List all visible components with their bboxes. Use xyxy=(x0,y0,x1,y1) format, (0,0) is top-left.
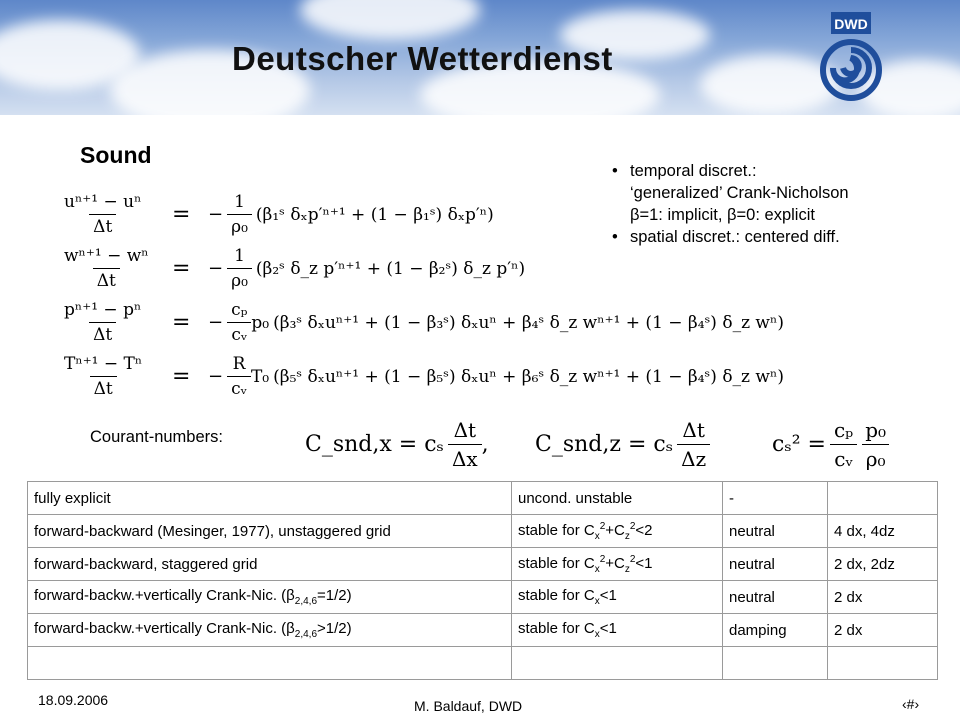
rhs-body: (β₃ˢ δₓuⁿ⁺¹ + (1 − β₃ˢ) δₓuⁿ + β₄ˢ δ_z wⁿ⁺¹ + (1 − β₄ˢ) δ_z wⁿ) xyxy=(273,312,784,333)
cs2-den1: cᵥ xyxy=(830,444,857,471)
slide-title: Sound xyxy=(80,142,152,168)
courant-x-fraction xyxy=(448,418,482,471)
cs2-num1: cₚ xyxy=(833,418,854,442)
equation-u xyxy=(60,192,780,236)
rhs-prefix: T₀ xyxy=(250,366,270,387)
lhs-numerator: uⁿ⁺¹ − uⁿ xyxy=(64,192,142,212)
stability-cell: stable for $C_x<1$ xyxy=(512,581,723,614)
lhs-fraction xyxy=(60,192,145,237)
table-row xyxy=(28,647,938,680)
scheme-cell: forward-backward, staggered grid xyxy=(28,548,512,581)
waves-cell: 4 dx, 4dz xyxy=(828,515,938,548)
coef-num: R xyxy=(232,354,246,374)
scheme-cell xyxy=(28,647,512,680)
rhs-expression: − $\frac{R}{\text{cᵥ}}$ T₀ (β₅ˢ δₓuⁿ⁺¹ + (1 − β₅ˢ) δₓuⁿ + β₆ˢ δ_z wⁿ⁺¹ + (1 − β₄ˢ) δ_z wⁿ) xyxy=(208,354,784,399)
lhs-numerator: pⁿ⁺¹ − pⁿ xyxy=(64,300,142,320)
coefficient-fraction xyxy=(227,246,252,291)
table-row xyxy=(28,548,938,581)
rhs-body: (β₅ˢ δₓuⁿ⁺¹ + (1 − β₅ˢ) δₓuⁿ + β₆ˢ δ_z wⁿ⁺¹ + (1 − β₄ˢ) δ_z wⁿ) xyxy=(273,366,784,387)
courant-z-den: Δz xyxy=(677,444,710,471)
behaviour-cell: neutral xyxy=(723,581,828,614)
scheme-table xyxy=(27,481,938,680)
courant-x-formula xyxy=(305,418,489,471)
lhs-denominator: Δt xyxy=(90,376,117,399)
rhs-body: (β₁ˢ δₓp′ⁿ⁺¹ + (1 − β₁ˢ) δₓp′ⁿ) xyxy=(255,204,494,225)
equation-t xyxy=(60,354,784,399)
behaviour-cell: damping xyxy=(723,614,828,647)
lhs-fraction xyxy=(60,246,153,291)
courant-x-suffix: , xyxy=(481,432,489,457)
lhs-denominator: Δt xyxy=(89,322,116,345)
lhs-fraction xyxy=(60,354,146,399)
table-row xyxy=(28,614,938,647)
rhs-body: (β₂ˢ δ_z p′ⁿ⁺¹ + (1 − β₂ˢ) δ_z p′ⁿ) xyxy=(255,258,526,279)
stability-cell: stable for $C_x<1$ xyxy=(512,614,723,647)
table-row xyxy=(28,482,938,515)
behaviour-cell xyxy=(723,647,828,680)
bullet-line: • spatial discret.: centered diff. xyxy=(630,228,840,246)
footer-page-number: ‹#› xyxy=(902,696,920,712)
coef-num: cₚ xyxy=(231,300,248,320)
equals-sign: = xyxy=(172,364,191,389)
stability-cell: uncond. unstable xyxy=(512,482,723,515)
header-banner xyxy=(0,0,960,115)
cs2-num2: p₀ xyxy=(865,418,887,442)
equation-w xyxy=(60,246,780,290)
lhs-numerator: wⁿ⁺¹ − wⁿ xyxy=(64,246,149,266)
coef-num: 1 xyxy=(234,246,245,266)
footer-author: M. Baldauf, DWD xyxy=(414,698,523,714)
coefficient-fraction xyxy=(227,300,251,345)
waves-cell: 2 dx xyxy=(828,581,938,614)
lhs-denominator: Δt xyxy=(93,268,120,291)
waves-cell: 2 dx, 2dz xyxy=(828,548,938,581)
behaviour-cell: neutral xyxy=(723,548,828,581)
cs2-fraction-2 xyxy=(861,418,890,471)
waves-cell: 2 dx xyxy=(828,614,938,647)
bullet-line: • temporal discret.: xyxy=(630,162,757,180)
table-row xyxy=(28,515,938,548)
rhs-expression: − $\frac{1}{\text{ρ₀}}$ (β₁ˢ δₓp′ⁿ⁺¹ + (1 − β₁ˢ) δₓp′ⁿ) xyxy=(208,192,494,237)
bullet-line: ‘generalized’ Crank-Nicholson xyxy=(630,184,849,202)
svg-text:DWD: DWD xyxy=(834,16,868,32)
scheme-cell: forward-backw.+vertically Crank-Nic. $(\beta_{2,4,6}=1/2)$ xyxy=(28,581,512,614)
cs2-fraction-1 xyxy=(830,418,857,471)
coef-den: ρ₀ xyxy=(227,268,252,291)
stability-cell xyxy=(512,647,723,680)
courant-x-num: Δt xyxy=(453,418,477,442)
stability-cell: stable for $C_x^2+C_z^2<2$ xyxy=(512,515,723,548)
cs2-lhs: cₛ² = xyxy=(772,432,826,457)
coefficient-fraction xyxy=(227,354,251,399)
courant-x-lhs: C_snd,x = cₛ xyxy=(305,432,444,457)
table-row xyxy=(28,581,938,614)
courant-label: Courant-numbers: xyxy=(90,428,223,446)
rhs-expression: − $\frac{\text{cₚ}}{\text{cᵥ}}$ p₀ (β₃ˢ δₓuⁿ⁺¹ + (1 − β₃ˢ) δₓuⁿ + β₄ˢ δ_z wⁿ⁺¹ + (1 − β₄ˢ) δ_z wⁿ) xyxy=(208,300,784,345)
waves-cell xyxy=(828,647,938,680)
lhs-denominator: Δt xyxy=(89,214,116,237)
organization-title: Deutscher Wetterdienst xyxy=(232,40,613,77)
rhs-expression: − $\frac{1}{\text{ρ₀}}$ (β₂ˢ δ_z p′ⁿ⁺¹ + (1 − β₂ˢ) δ_z p′ⁿ) xyxy=(208,246,526,291)
sound-speed-formula xyxy=(772,418,890,471)
courant-z-lhs: C_snd,z = cₛ xyxy=(535,432,674,457)
courant-z-num: Δt xyxy=(682,418,705,442)
coefficient-fraction xyxy=(227,192,252,237)
scheme-cell: fully explicit xyxy=(28,482,512,515)
equals-sign: = xyxy=(172,310,191,335)
equals-sign: = xyxy=(172,202,191,227)
coef-den: cᵥ xyxy=(227,322,251,345)
behaviour-cell: neutral xyxy=(723,515,828,548)
bullet-line: β=1: implicit, β=0: explicit xyxy=(630,206,815,224)
lhs-numerator: Tⁿ⁺¹ − Tⁿ xyxy=(64,354,143,374)
waves-cell xyxy=(828,482,938,515)
lhs-fraction xyxy=(60,300,145,345)
coef-den: cᵥ xyxy=(227,376,251,399)
behaviour-cell: - xyxy=(723,482,828,515)
footer-date: 18.09.2006 xyxy=(38,692,109,708)
equation-p xyxy=(60,300,784,345)
cs2-den2: ρ₀ xyxy=(862,444,890,471)
stability-cell: stable for $C_x^2+C_z^2<1$ xyxy=(512,548,723,581)
rhs-prefix: p₀ xyxy=(251,312,270,333)
equals-sign: = xyxy=(172,256,191,281)
scheme-cell: forward-backward (Mesinger, 1977), unstaggered grid xyxy=(28,515,512,548)
dwd-logo xyxy=(815,10,885,110)
scheme-cell: forward-backw.+vertically Crank-Nic. $(\beta_{2,4,6}>1/2)$ xyxy=(28,614,512,647)
courant-x-den: Δx xyxy=(448,444,482,471)
coef-num: 1 xyxy=(234,192,245,212)
courant-z-formula xyxy=(535,418,710,471)
coef-den: ρ₀ xyxy=(227,214,252,237)
courant-z-fraction xyxy=(677,418,710,471)
